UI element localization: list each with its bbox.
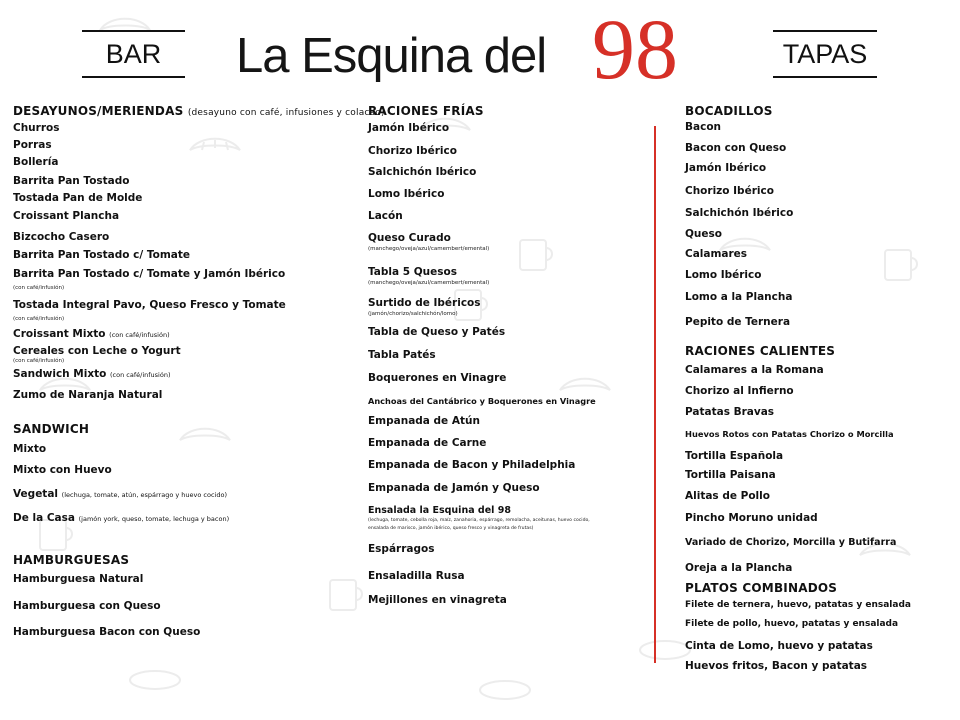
menu-item: Mixto con Huevo [13, 464, 112, 476]
menu-item: Churros [13, 122, 60, 134]
menu-item: Calamares a la Romana [685, 364, 824, 376]
menu-item: Espárragos [368, 543, 435, 555]
menu-item: Empanada de Carne [368, 437, 487, 449]
menu-item: Huevos Rotos con Patatas Chorizo o Morcilla [685, 429, 894, 439]
menu-item: Barrita Pan Tostado [13, 175, 130, 187]
menu-item-note: (jamón york, queso, tomate, lechuga y bacon) [78, 515, 230, 523]
menu-item: Filete de ternera, huevo, patatas y ensalada [685, 600, 911, 610]
menu-item: Cinta de Lomo, huevo y patatas [685, 640, 873, 652]
menu-item: Hamburguesa con Queso [13, 600, 161, 612]
menu-item: Lomo Ibérico [685, 269, 762, 281]
menu-item: Huevos fritos, Bacon y patatas [685, 660, 868, 672]
section-title-desayunos: DESAYUNOS/MERIENDAS (desayuno con café, infusiones y colacao) [13, 104, 385, 118]
menu-item: Anchoas del Cantábrico y Boquerones en Vinagre [368, 396, 596, 406]
menu-item: Lomo Ibérico [368, 188, 445, 200]
cup-icon [40, 520, 72, 550]
cup-icon [520, 240, 552, 270]
menu-item-note: (manchego/oveja/azul/camembert/emental) [368, 246, 490, 252]
cup-icon [330, 580, 362, 610]
menu-item: Pepito de Ternera [685, 316, 791, 328]
menu-item: Queso Curado [368, 232, 451, 244]
menu-item-note: (con café/infusión) [109, 331, 170, 339]
plate-icon [480, 681, 530, 699]
menu-item-note: (con café/infusión) [110, 371, 171, 379]
menu-item: Tortilla Paisana [685, 469, 776, 481]
section-title-sandwich: SANDWICH [13, 422, 90, 436]
menu-item: Mejillones en vinagreta [368, 594, 507, 606]
red-divider-line [654, 126, 656, 663]
menu-item-note: (jamón/chorizo/salchichón/lomo) [368, 311, 458, 317]
section-title-raciones-frias: RACIONES FRÍAS [368, 104, 484, 118]
menu-item: Tabla 5 Quesos [368, 266, 457, 278]
menu-item: Empanada de Jamón y Queso [368, 482, 540, 494]
plate-icon [640, 641, 690, 659]
menu-item-note: (lechuga, tomate, cebolla roja, maíz, zanahoria, espárrago, remolacha, aceitunas, huevo cocido, [368, 518, 590, 523]
menu-item-note: (con café/infusión) [13, 358, 65, 364]
menu-item: Salchichón Ibérico [368, 166, 477, 178]
menu-item: Tortilla Española [685, 450, 784, 462]
menu-item: Queso [685, 228, 722, 240]
title-number: 98 [592, 1, 678, 97]
menu-item: Hamburguesa Bacon con Queso [13, 626, 201, 638]
menu-item: Lomo a la Plancha [685, 291, 793, 303]
menu-item: Lacón [368, 210, 403, 222]
plate-icon [130, 671, 180, 689]
menu-item: Hamburguesa Natural [13, 573, 144, 585]
menu-item: Tabla Patés [368, 349, 436, 361]
cup-icon [885, 250, 917, 280]
menu-item: Empanada de Bacon y Philadelphia [368, 459, 576, 471]
croissant-icon [190, 139, 240, 150]
menu-item: Vegetal (lechuga, tomate, atún, espárrago y huevo cocido) [13, 488, 227, 500]
croissant-icon [560, 379, 610, 390]
menu-item: Jamón Ibérico [368, 122, 450, 134]
menu-item: De la Casa (jamón york, queso, tomate, lechuga y bacon) [13, 512, 230, 524]
restaurant-title [236, 1, 706, 97]
menu-item: Bacon con Queso [685, 142, 787, 154]
menu-item: Jamón Ibérico [685, 162, 767, 174]
menu-item-note: (manchego/oveja/azul/camembert/emental) [368, 280, 490, 286]
menu-item: Alitas de Pollo [685, 490, 770, 502]
menu-item: Cereales con Leche o Yogurt [13, 345, 181, 357]
section-subtitle: (desayuno con café, infusiones y colacao) [187, 108, 385, 118]
tapas-badge: TAPAS [773, 30, 877, 78]
menu-item: Surtido de Ibéricos [368, 297, 481, 309]
menu-item: Variado de Chorizo, Morcilla y Butifarra [685, 537, 897, 548]
menu-item: Ensaladilla Rusa [368, 570, 465, 582]
menu-item-note: (con café/infusión) [13, 316, 65, 322]
menu-item: Bacon [685, 121, 722, 133]
menu-item: Pincho Moruno unidad [685, 512, 818, 524]
section-title-hamburguesas: HAMBURGUESAS [13, 553, 130, 567]
menu-item: Croissant Plancha [13, 210, 120, 222]
section-title-bocadillos: BOCADILLOS [685, 104, 773, 118]
bar-badge: BAR [82, 30, 185, 78]
menu-item: Sandwich Mixto (con café/infusión) [13, 368, 171, 380]
section-title-raciones-calientes: RACIONES CALIENTES [685, 344, 836, 358]
menu-item: Filete de pollo, huevo, patatas y ensalada [685, 619, 899, 629]
menu-item: Barrita Pan Tostado c/ Tomate y Jamón Ibérico [13, 268, 286, 280]
menu-item: Tabla de Queso y Patés [368, 326, 506, 338]
menu-item: Bollería [13, 156, 59, 168]
title-text: La Esquina del [236, 29, 547, 83]
menu-item: Empanada de Atún [368, 415, 480, 427]
menu-item: Croissant Mixto (con café/infusión) [13, 328, 170, 340]
croissant-icon [100, 19, 150, 30]
menu-item: Patatas Bravas [685, 406, 775, 418]
menu-item: Zumo de Naranja Natural [13, 389, 163, 401]
menu-item: Tostada Pan de Molde [13, 192, 143, 204]
croissant-icon [180, 429, 230, 440]
menu-item: Chorizo al Infierno [685, 385, 794, 397]
menu-item-note: (con café/infusión) [13, 285, 65, 291]
menu-item: Porras [13, 139, 52, 151]
section-title-platos-combinados: PLATOS COMBINADOS [685, 581, 838, 595]
menu-item: Salchichón Ibérico [685, 207, 794, 219]
menu-item: Bizcocho Casero [13, 231, 110, 243]
menu-item-note: (lechuga, tomate, atún, espárrago y huevo cocido) [61, 491, 227, 499]
menu-item: Barrita Pan Tostado c/ Tomate [13, 249, 191, 261]
menu-item-note: ensalada de marisco, jamón ibérico, queso fresco y vinagreta de frutas) [368, 526, 534, 531]
menu-item: Calamares [685, 248, 748, 260]
menu-item: Boquerones en Vinagre [368, 372, 507, 384]
menu-item: Mixto [13, 443, 47, 455]
menu-item: Chorizo Ibérico [685, 185, 774, 197]
menu-item: Chorizo Ibérico [368, 145, 457, 157]
menu-item: Tostada Integral Pavo, Queso Fresco y Tomate [13, 299, 286, 311]
menu-item: Oreja a la Plancha [685, 562, 793, 574]
menu-item: Ensalada la Esquina del 98 [368, 505, 511, 516]
